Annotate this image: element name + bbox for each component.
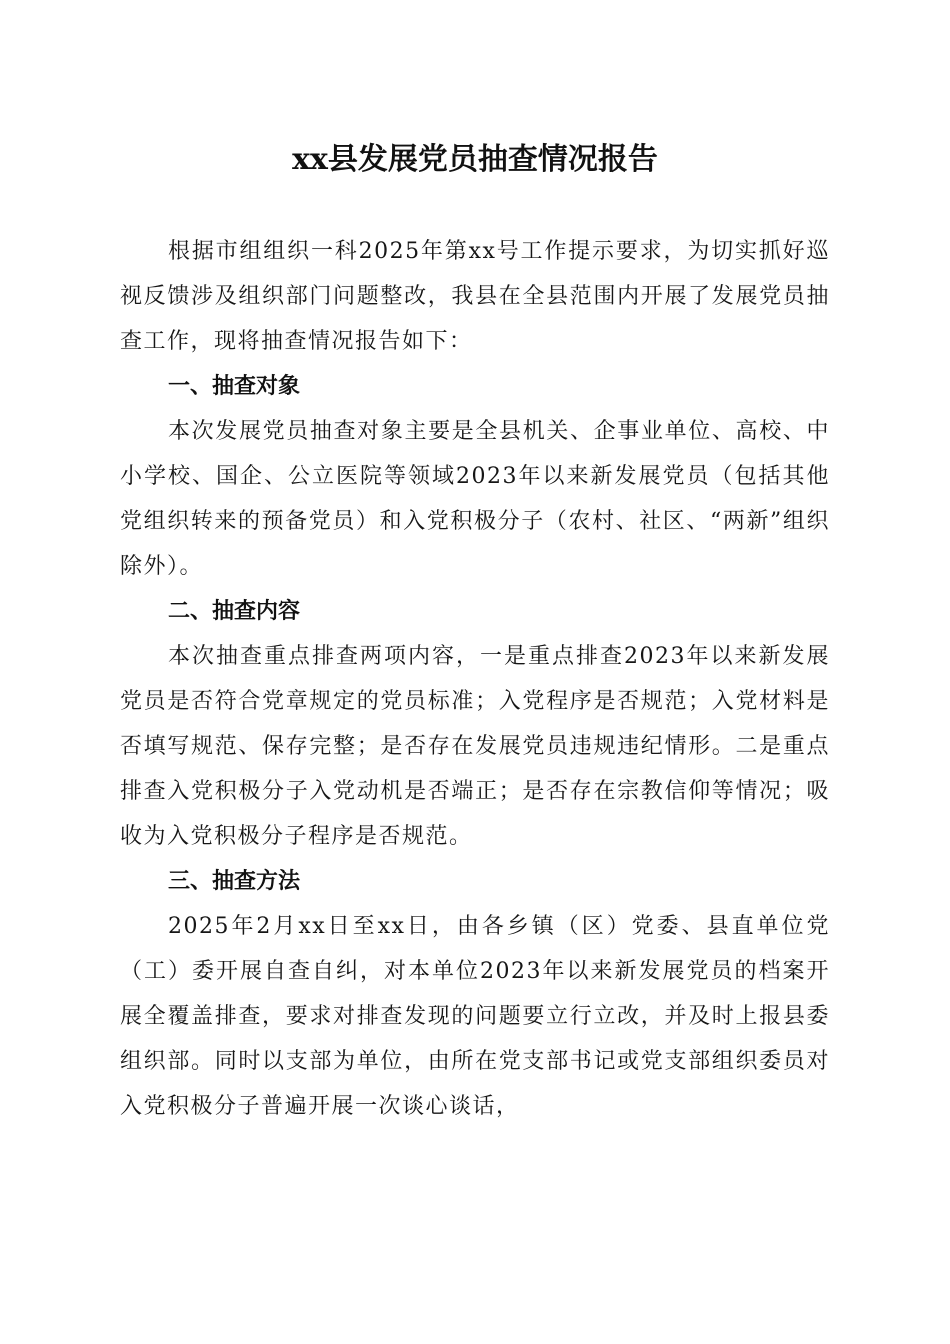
section-paragraph-method: 2025年2月xx日至xx日，由各乡镇（区）党委、县直单位党（工）委开展自查自纠，对本单位2023年以来新发展党员的档案开展全覆盖排查，要求对排查发现的问题要立行立改，并及时上报县委组织部。同时以支部为单位，由所在党支部书记或党支部组织委员对入党积极分子普遍开展一次谈心谈话， (120, 914, 830, 1119)
section-paragraph-content: 本次抽查重点排查两项内容，一是重点排查2023年以来新发展党员是否符合党章规定的党员标准；入党程序是否规范；入党材料是否填写规范、保存完整；是否存在发展党员违规违纪情形。二是重点排查入党积极分子入党动机是否端正；是否存在宗教信仰等情况；吸收为入党积极分子程序是否规范。 (120, 644, 830, 849)
document-title: xx县发展党员抽查情况报告 (292, 142, 658, 177)
section-heading-targets: 一、抽查对象 (168, 374, 301, 399)
section-paragraph-targets: 本次发展党员抽查对象主要是全县机关、企事业单位、高校、中小学校、国企、公立医院等领域2023年以来新发展党员（包括其他党组织转来的预备党员）和入党积极分子（农村、社区、“两新”组织除外）。 (120, 419, 830, 579)
section-heading-method: 三、抽查方法 (168, 869, 301, 894)
intro-paragraph: 根据市组组织一科2025年第xx号工作提示要求，为切实抓好巡视反馈涉及组织部门问题整改，我县在全县范围内开展了发展党员抽查工作，现将抽查情况报告如下： (120, 239, 830, 354)
section-heading-content: 二、抽查内容 (168, 599, 301, 624)
document-body (120, 229, 830, 1129)
